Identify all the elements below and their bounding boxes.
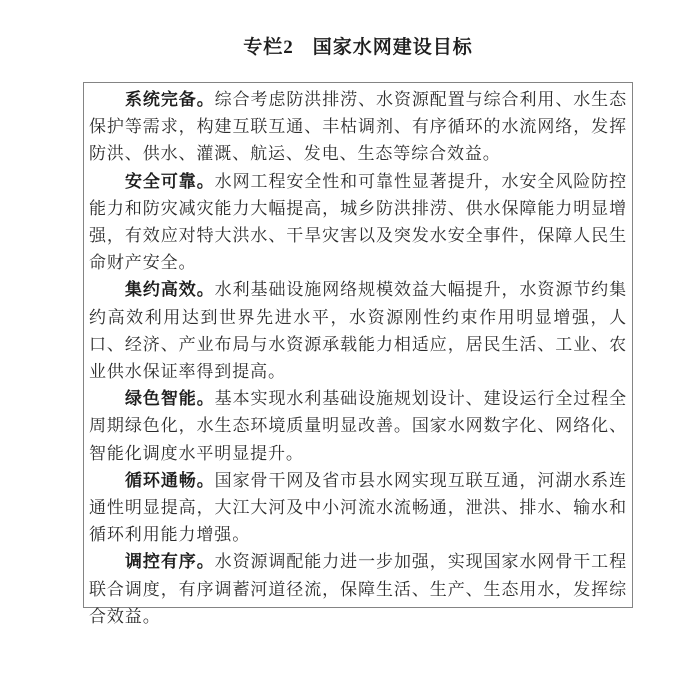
goal-paragraph-intensive-efficient xyxy=(89,276,627,385)
goal-lead: 系统完备。 xyxy=(125,90,215,109)
goal-paragraph-system-complete xyxy=(89,86,627,168)
goal-body: 水利基础设施网络规模效益大幅提升，水资源节约集约高效利用达到世界先进水平，水资源刚性约束作用明显增强，人口、经济、产业布局与水资源承载能力相适应，居民生活、工业、农业供水保证率得到提高。 xyxy=(89,280,628,382)
goal-lead: 安全可靠。 xyxy=(125,171,215,191)
goal-lead: 集约高效。 xyxy=(125,280,215,300)
goal-body: 水资源调配能力进一步加强，实现国家水网骨干工程联合调度，有序调蓄河道径流，保障生活、生产、生态用水，发挥综合效益。 xyxy=(89,552,628,626)
box-title-text: 国家水网建设目标 xyxy=(312,37,473,58)
goal-lead: 调控有序。 xyxy=(125,552,215,572)
goal-paragraph-safe-reliable xyxy=(89,168,627,277)
box-title-label: 专栏2 xyxy=(243,37,294,58)
goal-paragraph-green-intelligent xyxy=(89,385,627,467)
goals-panel xyxy=(83,82,633,626)
goal-body: 综合考虑防洪排涝、水资源配置与综合利用、水生态保护等需求，构建互联互通、丰枯调剂、有序循环的水流网络，发挥防洪、供水、灌溉、航运、发电、生态等综合效益。 xyxy=(89,90,628,164)
goal-body: 国家骨干网及省市县水网实现互联互通，河湖水系连通性明显提高，大江大河及中小河流水流畅通，泄洪、排水、输水和循环利用能力增强。 xyxy=(89,470,628,545)
goal-lead: 循环通畅。 xyxy=(125,470,215,490)
goal-paragraph-circulation-smooth xyxy=(89,467,627,549)
goal-lead: 绿色智能。 xyxy=(125,389,215,409)
goal-body: 基本实现水利基础设施规划设计、建设运行全过程全周期绿色化，水生态环境质量明显改善。国家水网数字化、网络化、智能化调度水平明显提升。 xyxy=(89,389,628,463)
box-title xyxy=(83,32,633,59)
goal-body: 水网工程安全性和可靠性显著提升，水安全风险防控能力和防灾减灾能力大幅提高，城乡防洪排涝、供水保障能力明显增强，有效应对特大洪水、干旱灾害以及突发水安全事件，保障人民生命财产安全。 xyxy=(89,171,628,273)
goal-paragraph-regulation-orderly xyxy=(89,548,627,630)
